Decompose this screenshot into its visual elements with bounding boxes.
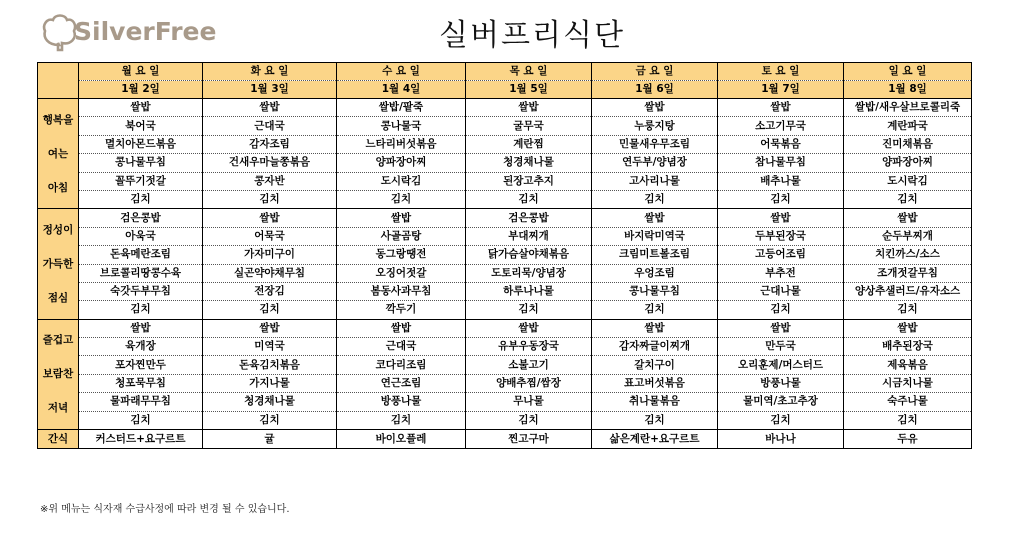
menu-cell: 양배추찜/쌈장 xyxy=(466,374,592,392)
menu-cell: 쌀밥 xyxy=(592,99,718,117)
menu-cell: 유부우동장국 xyxy=(466,338,592,356)
lunch-menu-row xyxy=(38,282,972,300)
menu-cell: 김치 xyxy=(337,411,466,429)
menu-cell: 청경채나물 xyxy=(466,154,592,172)
logo-text: SilverFree xyxy=(74,16,217,46)
menu-cell: 김치 xyxy=(718,411,844,429)
menu-cell: 쌀밥 xyxy=(203,319,337,337)
dinner-menu-row xyxy=(38,356,972,374)
menu-cell: 콩나물국 xyxy=(337,117,466,135)
lunch-menu-row xyxy=(38,264,972,282)
section-label-line: 행복을 xyxy=(42,113,74,126)
menu-cell: 배추나물 xyxy=(718,172,844,190)
menu-cell: 육개장 xyxy=(79,338,203,356)
menu-cell: 시금치나물 xyxy=(844,374,972,392)
menu-cell: 미역국 xyxy=(203,338,337,356)
section-label-line: 저녁 xyxy=(47,402,69,415)
dinner-section-label xyxy=(38,319,79,429)
menu-cell: 쌀밥 xyxy=(718,319,844,337)
menu-cell: 방풍나물 xyxy=(337,393,466,411)
day-name: 월 요 일 xyxy=(79,63,203,81)
menu-cell: 크림미트볼조림 xyxy=(592,246,718,264)
menu-cell: 계란찜 xyxy=(466,135,592,153)
menu-cell: 무나물 xyxy=(466,393,592,411)
menu-cell: 쌀밥 xyxy=(203,99,337,117)
menu-cell: 진미채볶음 xyxy=(844,135,972,153)
menu-cell: 쌀밥 xyxy=(79,319,203,337)
menu-cell: 쌀밥/새우살브로콜리죽 xyxy=(844,99,972,117)
menu-cell: 하루나나물 xyxy=(466,282,592,300)
menu-cell: 양파장아찌 xyxy=(844,154,972,172)
breakfast-section-label xyxy=(38,99,79,209)
menu-cell: 청경채나물 xyxy=(203,393,337,411)
menu-cell: 콩나물무침 xyxy=(79,154,203,172)
dinner-menu-row xyxy=(38,319,972,337)
menu-cell: 제육볶음 xyxy=(844,356,972,374)
menu-cell: 쌀밥 xyxy=(466,99,592,117)
menu-cell: 도토리묵/양념장 xyxy=(466,264,592,282)
menu-cell: 김치 xyxy=(466,411,592,429)
day-name: 금 요 일 xyxy=(592,63,718,81)
menu-cell: 숙갓두부무침 xyxy=(79,282,203,300)
menu-cell: 김치 xyxy=(203,301,337,319)
menu-cell: 소불고기 xyxy=(466,356,592,374)
menu-cell: 만두국 xyxy=(718,338,844,356)
menu-cell: 계란파국 xyxy=(844,117,972,135)
breakfast-menu-row xyxy=(38,154,972,172)
menu-cell: 바지락미역국 xyxy=(592,227,718,245)
day-name: 수 요 일 xyxy=(337,63,466,81)
menu-cell: 콩나물무침 xyxy=(592,282,718,300)
menu-cell: 건새우마늘쫑볶음 xyxy=(203,154,337,172)
menu-cell: 근대국 xyxy=(203,117,337,135)
menu-cell: 김치 xyxy=(844,411,972,429)
menu-cell: 느타리버섯볶음 xyxy=(337,135,466,153)
menu-cell: 도시락김 xyxy=(844,172,972,190)
section-label-line: 가득한 xyxy=(42,258,74,271)
menu-cell: 김치 xyxy=(203,411,337,429)
menu-cell: 돈육메란조림 xyxy=(79,246,203,264)
dinner-menu-row xyxy=(38,411,972,429)
menu-cell: 김치 xyxy=(592,301,718,319)
breakfast-menu-row xyxy=(38,135,972,153)
day-name-row xyxy=(38,63,972,81)
snack-cell: 찐고구마 xyxy=(466,430,592,449)
day-name: 일 요 일 xyxy=(844,63,972,81)
menu-cell: 방풍나물 xyxy=(718,374,844,392)
menu-cell: 멸치아몬드볶음 xyxy=(79,135,203,153)
menu-cell: 연근조림 xyxy=(337,374,466,392)
day-date: 1월 6일 xyxy=(592,81,718,99)
menu-cell: 감자짜글이찌개 xyxy=(592,338,718,356)
menu-cell: 실곤약야채무침 xyxy=(203,264,337,282)
menu-cell: 김치 xyxy=(718,301,844,319)
menu-cell: 부대찌개 xyxy=(466,227,592,245)
day-date: 1월 8일 xyxy=(844,81,972,99)
dinner-menu-row xyxy=(38,393,972,411)
lunch-menu-row xyxy=(38,246,972,264)
menu-cell: 물파래무무침 xyxy=(79,393,203,411)
lunch-menu-row xyxy=(38,209,972,227)
menu-cell: 아욱국 xyxy=(79,227,203,245)
menu-cell: 물미역/초고추장 xyxy=(718,393,844,411)
menu-cell: 김치 xyxy=(79,301,203,319)
lunch-menu-row xyxy=(38,301,972,319)
section-label-line: 정성이 xyxy=(42,224,74,237)
menu-cell: 오징어젓갈 xyxy=(337,264,466,282)
day-date: 1월 3일 xyxy=(203,81,337,99)
menu-cell: 닭가슴살야채볶음 xyxy=(466,246,592,264)
menu-cell: 굴무국 xyxy=(466,117,592,135)
breakfast-menu-row xyxy=(38,117,972,135)
menu-cell: 김치 xyxy=(718,190,844,208)
menu-cell: 배추된장국 xyxy=(844,338,972,356)
menu-cell: 고사리나물 xyxy=(592,172,718,190)
menu-cell: 쌀밥 xyxy=(844,209,972,227)
menu-cell: 쌀밥 xyxy=(337,209,466,227)
day-date: 1월 2일 xyxy=(79,81,203,99)
menu-cell: 도시락김 xyxy=(337,172,466,190)
menu-cell: 부추전 xyxy=(718,264,844,282)
snack-label: 간식 xyxy=(38,430,79,449)
menu-cell: 참나물무침 xyxy=(718,154,844,172)
day-name: 토 요 일 xyxy=(718,63,844,81)
menu-cell: 민물새우무조림 xyxy=(592,135,718,153)
menu-cell: 검은콩밥 xyxy=(466,209,592,227)
menu-cell: 순두부찌개 xyxy=(844,227,972,245)
breakfast-menu-row xyxy=(38,99,972,117)
header-corner xyxy=(38,63,79,99)
menu-cell: 근대나물 xyxy=(718,282,844,300)
menu-cell: 고등어조림 xyxy=(718,246,844,264)
snack-cell: 귤 xyxy=(203,430,337,449)
snack-cell: 바이오플레 xyxy=(337,430,466,449)
menu-cell: 갈치구이 xyxy=(592,356,718,374)
menu-cell: 양파장아찌 xyxy=(337,154,466,172)
page-title: 실버프리식단 xyxy=(439,18,625,53)
menu-cell: 근대국 xyxy=(337,338,466,356)
breakfast-menu-row xyxy=(38,190,972,208)
section-label-line: 보람찬 xyxy=(42,368,74,381)
menu-cell: 가지나물 xyxy=(203,374,337,392)
menu-cell: 김치 xyxy=(844,190,972,208)
section-label-line: 여는 xyxy=(47,147,69,160)
dinner-menu-row xyxy=(38,338,972,356)
section-label-line: 아침 xyxy=(47,181,69,194)
menu-cell: 감자조림 xyxy=(203,135,337,153)
footnote: ※위 메뉴는 식자재 수급사정에 따라 변경 될 수 있습니다. xyxy=(40,504,290,515)
menu-cell: 김치 xyxy=(592,190,718,208)
day-date: 1월 4일 xyxy=(337,81,466,99)
menu-cell: 된장고추지 xyxy=(466,172,592,190)
menu-cell: 김치 xyxy=(79,190,203,208)
menu-cell: 치킨까스/소스 xyxy=(844,246,972,264)
menu-cell: 김치 xyxy=(844,301,972,319)
menu-cell: 오리훈제/머스터드 xyxy=(718,356,844,374)
menu-cell: 동그랑땡전 xyxy=(337,246,466,264)
date-row xyxy=(38,81,972,99)
menu-cell: 코다리조림 xyxy=(337,356,466,374)
menu-cell: 봄동사과무침 xyxy=(337,282,466,300)
lunch-menu-row xyxy=(38,227,972,245)
menu-cell: 전장김 xyxy=(203,282,337,300)
menu-cell: 사골곰탕 xyxy=(337,227,466,245)
snack-cell: 삶은계란+요구르트 xyxy=(592,430,718,449)
menu-cell: 쌀밥 xyxy=(592,319,718,337)
menu-cell: 쌀밥 xyxy=(718,209,844,227)
menu-cell: 돈육김치볶음 xyxy=(203,356,337,374)
menu-cell: 소고기무국 xyxy=(718,117,844,135)
menu-cell: 검은콩밥 xyxy=(79,209,203,227)
menu-cell: 양상추샐러드/유자소스 xyxy=(844,282,972,300)
menu-cell: 김치 xyxy=(337,190,466,208)
day-date: 1월 7일 xyxy=(718,81,844,99)
menu-cell: 콩자반 xyxy=(203,172,337,190)
menu-cell: 김치 xyxy=(79,411,203,429)
dinner-menu-row xyxy=(38,374,972,392)
snack-cell: 바나나 xyxy=(718,430,844,449)
menu-cell: 숙주나물 xyxy=(844,393,972,411)
menu-cell: 쌀밥 xyxy=(592,209,718,227)
menu-cell: 깍두기 xyxy=(337,301,466,319)
menu-cell: 쌀밥 xyxy=(844,319,972,337)
menu-cell: 쌀밥 xyxy=(337,319,466,337)
menu-cell: 김치 xyxy=(466,190,592,208)
menu-cell: 청포묵무침 xyxy=(79,374,203,392)
menu-cell: 포자찐만두 xyxy=(79,356,203,374)
menu-table xyxy=(37,62,972,449)
lunch-section-label xyxy=(38,209,79,319)
menu-cell: 누룽지탕 xyxy=(592,117,718,135)
menu-cell: 쌀밥 xyxy=(718,99,844,117)
menu-cell: 김치 xyxy=(466,301,592,319)
menu-cell: 쌀밥 xyxy=(466,319,592,337)
menu-cell: 쌀밥/팥죽 xyxy=(337,99,466,117)
menu-cell: 쌀밥 xyxy=(79,99,203,117)
menu-cell: 김치 xyxy=(203,190,337,208)
menu-cell: 표고버섯볶음 xyxy=(592,374,718,392)
day-name: 목 요 일 xyxy=(466,63,592,81)
menu-cell: 어묵볶음 xyxy=(718,135,844,153)
menu-cell: 브로콜리땅콩수육 xyxy=(79,264,203,282)
menu-cell: 김치 xyxy=(592,411,718,429)
section-label-line: 즐겁고 xyxy=(42,334,74,347)
menu-cell: 조개젓갈무침 xyxy=(844,264,972,282)
menu-cell: 쌀밥 xyxy=(203,209,337,227)
menu-cell: 두부된장국 xyxy=(718,227,844,245)
menu-cell: 우엉조림 xyxy=(592,264,718,282)
menu-cell: 북어국 xyxy=(79,117,203,135)
day-name: 화 요 일 xyxy=(203,63,337,81)
menu-cell: 취나물볶음 xyxy=(592,393,718,411)
snack-row xyxy=(38,430,972,449)
menu-cell: 꼴뚜기젓갈 xyxy=(79,172,203,190)
section-label-line: 점심 xyxy=(47,292,69,305)
menu-cell: 어묵국 xyxy=(203,227,337,245)
menu-cell: 가자미구이 xyxy=(203,246,337,264)
menu-cell: 연두부/양념장 xyxy=(592,154,718,172)
breakfast-menu-row xyxy=(38,172,972,190)
day-date: 1월 5일 xyxy=(466,81,592,99)
snack-cell: 커스터드+요구르트 xyxy=(79,430,203,449)
snack-cell: 두유 xyxy=(844,430,972,449)
